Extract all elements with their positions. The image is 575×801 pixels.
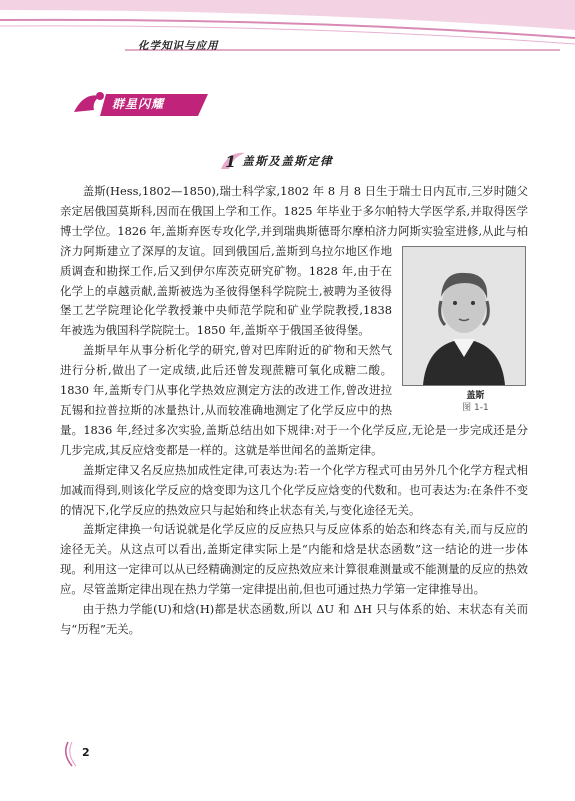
portrait-image — [402, 246, 526, 386]
page-number: 2 — [82, 746, 90, 759]
figure-caption: 图 1-1 — [462, 402, 489, 413]
footer-decoration — [60, 740, 90, 768]
paragraph-2: 盖斯早年从事分析化学的研究,曾对巴库附近的矿物和天然气进行分析,做出了一定成绩,此后还曾发现蔗糖可氧化成糖二酸。1830 年,盖斯专门从事化学热效应测定方法的改进工作,曾改进拉瓦锡和拉普拉斯的冰量热计,从而较准确地测定了化学反应中的热量。1836 年,经过多次实验,盖斯总结出如下规律:对于一个化学反应,无论是一步完成还是分几步完成,其反应焓变都是一样的。这就是举世闻名的盖斯定律。 — [60, 343, 528, 457]
paragraph-5: 由于热力学能(U)和焓(H)都是状态函数,所以 ΔU 和 ΔH 只与体系的始、末状态有关而与“历程”无关。 — [60, 602, 528, 636]
paragraph-4: 盖斯定律换一句话说就是化学反应的反应热只与反应体系的始态和终态有关,而与反应的途径无关。从这点可以看出,盖斯定律实际上是“内能和焓是状态函数”这一结论的进一步体现。利用这一定律可以从已经精确测定的反应热效应来计算很难测量或不能测量的反应的热效应。尽管盖斯定律出现在热力学第一定律提出前,但也可通过热力学第一定律推导出。 — [60, 522, 528, 597]
header-decoration — [0, 0, 575, 52]
portrait-figure — [400, 246, 528, 414]
section-title: 盖斯及盖斯定律 — [242, 154, 334, 168]
section-heading — [225, 148, 333, 174]
paragraph-3: 盖斯定律又名反应热加成性定律,可表达为:若一个化学方程式可由另外几个化学方程式相加减而得到,则该化学反应的焓变即为这几个化学反应焓变的代数和。也可表达为:在条件不变的情况下,化学反应的热效应只与起始和终止状态有关,与变化途径无关。 — [60, 462, 528, 517]
running-header: 化学知识与应用 — [138, 40, 219, 52]
article-body — [60, 182, 528, 640]
paragraph-1: 盖斯(Hess,1802—1850),瑞士科学家,1802 年 8 月 8 日生于瑞士日内瓦市,三岁时随父亲定居俄国莫斯科,因而在俄国上学和工作。1825 年毕业于多尔帕特大学医学系,并取得医学博士学位。1826 年,盖斯弃医专攻化学,并到瑞典斯德哥尔摩柏济力阿斯实验室进修,从此 盖斯 图 1-1 与柏济力阿斯建立了深厚的友谊。回到俄国后,盖斯到乌拉尔地区作地质调查和勘探工作,后又到伊尔库茨克研究矿物。1828 年,由于在化学上的卓越贡献,盖斯被选为圣彼得堡科学院院士,被聘为圣彼得堡工艺学院理论化学教授兼中央师范学院和矿业学院教授,1838 年被选为俄国科学院院士。1850 年,盖斯卒于俄国圣彼得堡。 — [60, 184, 528, 413]
section-number: 1 — [225, 151, 237, 171]
banner-label: 群星闪耀 — [112, 97, 165, 111]
figure-name: 盖斯 — [466, 390, 485, 401]
